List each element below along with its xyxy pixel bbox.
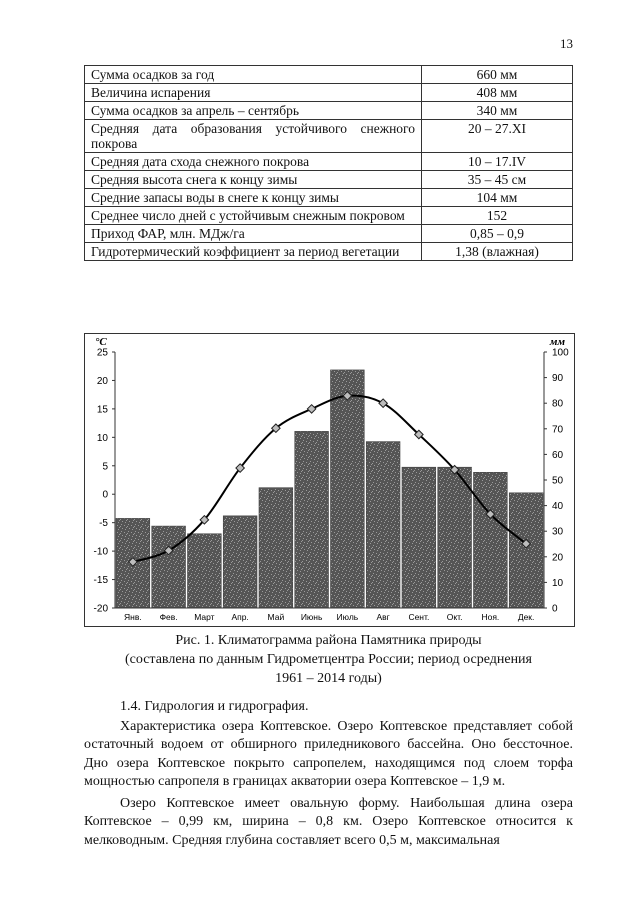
right-tick-label: 60 (552, 449, 564, 461)
left-tick-label: 15 (96, 404, 108, 416)
precipitation-bar (474, 472, 508, 608)
temperature-point (307, 405, 315, 413)
right-tick-label: 20 (552, 552, 564, 564)
climatogram-svg (85, 334, 574, 626)
parameter-cell: Средняя дата схода снежного покрова (85, 153, 422, 171)
paragraph: Характеристика озера Коптевское. Озеро Коптевское представляет собой остаточный водоем от обширного приледникового бассейна. Оно бессточное. Дно озера Коптевское покрыто сапропелем, находящимся под слоем торфа мощностью сапропеля в границах акватории озера Коптевское – 1,9 м. (84, 718, 573, 789)
month-label: Янв. (124, 612, 142, 622)
month-label: Март (194, 612, 215, 622)
value-cell: 20 – 27.XI (422, 120, 573, 153)
left-tick-label: 25 (96, 347, 108, 359)
left-tick-label: 5 (102, 461, 108, 473)
precipitation-bar (509, 493, 543, 608)
right-tick-label: 50 (552, 475, 564, 487)
precipitation-bar (366, 442, 400, 608)
table-row (85, 153, 573, 171)
table-row (85, 171, 573, 189)
value-cell: 660 мм (422, 66, 573, 84)
value-cell: 35 – 45 см (422, 171, 573, 189)
month-label: Дек. (517, 612, 535, 622)
parameter-cell: Средние запасы воды в снеге к концу зимы (85, 189, 422, 207)
right-tick-label: 0 (552, 603, 558, 615)
precipitation-bar (402, 467, 436, 608)
precipitation-bar (188, 534, 222, 608)
left-tick-label: 20 (96, 375, 108, 387)
left-tick-label: -10 (93, 546, 108, 558)
parameter-cell: Средняя дата образования устойчивого снежного покрова (85, 120, 422, 153)
month-label: Ноя. (481, 612, 500, 622)
month-label: Окт. (446, 612, 463, 622)
parameter-cell: Средняя высота снега к концу зимы (85, 171, 422, 189)
value-cell: 104 мм (422, 189, 573, 207)
left-axis-unit: °С (95, 336, 107, 348)
parameter-cell: Приход ФАР, млн. МДж/га (85, 225, 422, 243)
paragraph: Озеро Коптевское имеет овальную форму. Наибольшая длина озера Коптевское – 0,99 км, ширина – 0,8 км. Озеро Коптевское относится к мелководным. Средняя глубина составляет всего 0,5 м, максимальная (84, 795, 573, 848)
table-row (85, 243, 573, 261)
value-cell: 340 мм (422, 102, 573, 120)
month-label: Май (267, 612, 285, 622)
table-row (85, 102, 573, 120)
table-row (85, 189, 573, 207)
precipitation-bar (259, 488, 293, 608)
table-row (85, 66, 573, 84)
left-tick-label: 0 (102, 489, 108, 501)
table-row (85, 207, 573, 225)
month-label: Авг (376, 612, 390, 622)
figure-caption (84, 631, 573, 688)
left-tick-label: -15 (93, 575, 108, 587)
section-heading: 1.4. Гидрология и гидрография. (120, 699, 309, 714)
left-tick-label: 10 (96, 432, 108, 444)
caption-line: (составлена по данным Гидрометцентра России; период осреднения (124, 652, 532, 667)
caption-line: Рис. 1. Климатограмма района Памятника природы (175, 633, 482, 648)
precipitation-bar (152, 526, 186, 608)
left-tick-label: -5 (99, 518, 108, 530)
page-number: 13 (560, 36, 573, 51)
body-text (84, 698, 573, 850)
right-tick-label: 10 (552, 577, 564, 589)
right-tick-label: 30 (552, 526, 564, 538)
precipitation-bar (223, 516, 257, 608)
right-tick-label: 80 (552, 398, 564, 410)
value-cell: 10 – 17.IV (422, 153, 573, 171)
caption-line: 1961 – 2014 годы) (275, 671, 382, 686)
month-label: Апр. (231, 612, 249, 622)
parameter-cell: Гидротермический коэффициент за период вегетации (85, 243, 422, 261)
month-label: Сент. (408, 612, 430, 622)
right-tick-label: 70 (552, 424, 564, 436)
value-cell: 152 (422, 207, 573, 225)
parameter-cell: Сумма осадков за год (85, 66, 422, 84)
month-label: Июнь (300, 612, 323, 622)
climate-table (84, 65, 573, 261)
month-label: Июль (336, 612, 359, 622)
value-cell: 408 мм (422, 84, 573, 102)
precipitation-bar (438, 467, 472, 608)
table-row (85, 84, 573, 102)
precipitation-bar (295, 431, 329, 608)
value-cell: 0,85 – 0,9 (422, 225, 573, 243)
value-cell: 1,38 (влажная) (422, 243, 573, 261)
parameter-cell: Сумма осадков за апрель – сентябрь (85, 102, 422, 120)
table-row (85, 120, 573, 153)
right-tick-label: 100 (552, 347, 569, 359)
parameter-cell: Среднее число дней с устойчивым снежным покровом (85, 207, 422, 225)
climatogram-chart (84, 333, 575, 627)
right-tick-label: 90 (552, 373, 564, 385)
table-row (85, 225, 573, 243)
right-axis-unit: мм (549, 336, 565, 348)
precipitation-bar (331, 370, 365, 608)
month-label: Фев. (159, 612, 178, 622)
parameter-cell: Величина испарения (85, 84, 422, 102)
right-tick-label: 40 (552, 501, 564, 513)
left-tick-label: -20 (93, 603, 108, 615)
